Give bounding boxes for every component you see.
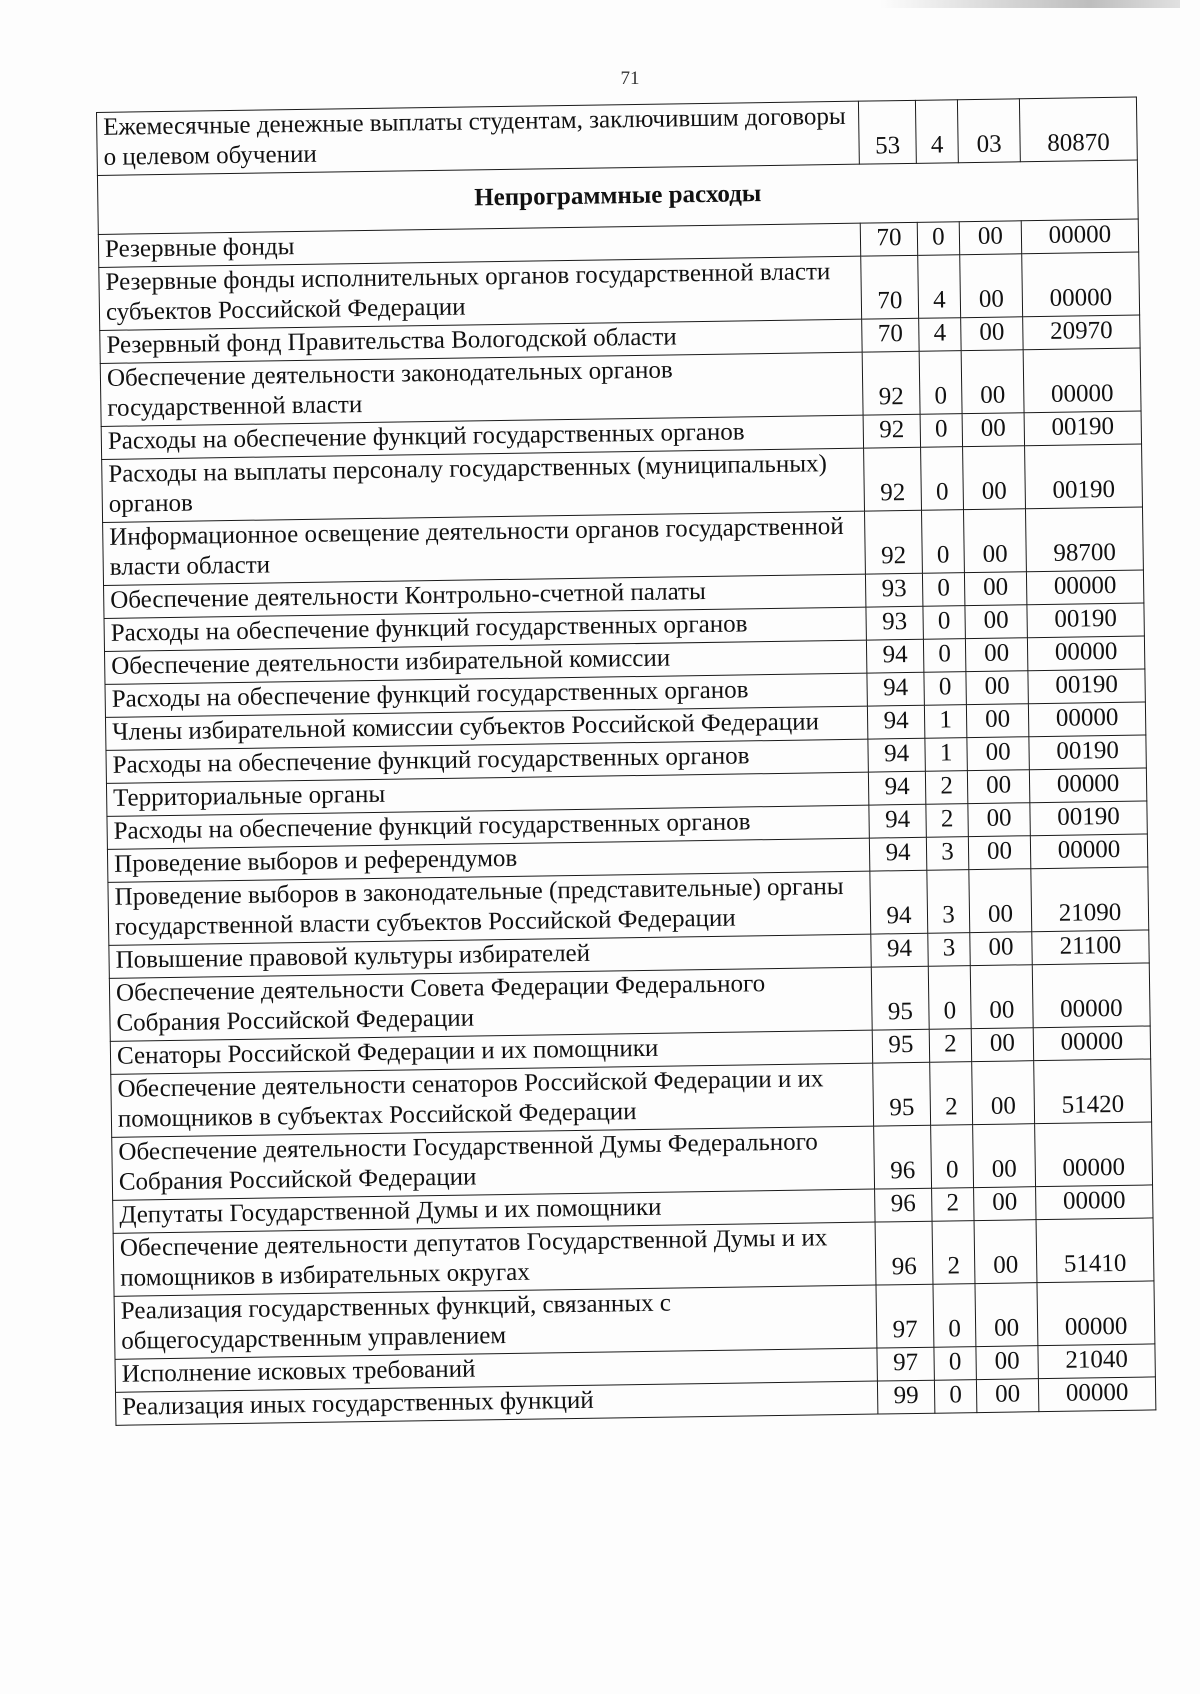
code-cell-1: 95 [871, 966, 929, 1030]
code-cell-2: 0 [921, 510, 964, 574]
code-cell-4: 98700 [1025, 507, 1143, 572]
code-cell-1: 94 [869, 804, 926, 838]
code-cell-4: 00190 [1029, 735, 1146, 770]
row-description: Реализация иных государственных функций [115, 1381, 877, 1425]
code-cell-3: 00 [971, 1028, 1033, 1062]
row-description: Депутаты Государственной Думы и их помощники [113, 1189, 875, 1233]
code-cell-4: 21100 [1032, 930, 1149, 965]
code-cell-3: 00 [974, 1220, 1037, 1284]
code-cell-2: 1 [924, 705, 966, 739]
code-cell-1: 97 [877, 1347, 934, 1381]
code-cell-2: 2 [932, 1221, 975, 1285]
code-cell-4: 00190 [1025, 444, 1143, 509]
code-cell-1: 70 [861, 255, 919, 319]
code-cell-4: 80870 [1019, 97, 1137, 162]
row-description: Резервный фонд Правительства Вологодской области [100, 319, 862, 363]
code-cell-4: 00000 [1035, 1122, 1153, 1187]
code-cell-2: 0 [921, 447, 964, 511]
row-description: Исполнение исковых требований [115, 1348, 877, 1392]
code-cell-3: 00 [966, 671, 1028, 705]
row-description: Проведение выборов и референдумов [107, 838, 869, 882]
code-cell-4: 00000 [1023, 348, 1141, 413]
row-description: Территориальные органы [106, 772, 868, 816]
section-title: Непрограммные расходы [97, 160, 1138, 234]
code-cell-3: 00 [965, 638, 1027, 672]
page-number: 71 [620, 68, 640, 89]
code-cell-3: 00 [962, 413, 1024, 447]
row-description: Обеспечение деятельности Совета Федерации Федерального Собрания Российской Федерации [109, 967, 872, 1041]
code-cell-1: 94 [871, 933, 928, 967]
code-cell-3: 00 [961, 317, 1023, 351]
row-description: Обеспечение деятельности Государственной Думы Федерального Собрания Российской Федерации [112, 1126, 875, 1200]
code-cell-2: 3 [926, 837, 968, 871]
row-description: Обеспечение деятельности избирательной комиссии [105, 640, 867, 684]
code-cell-4: 00190 [1028, 669, 1145, 704]
code-cell-3: 00 [966, 704, 1028, 738]
row-description: Обеспечение деятельности Контрольно-счетной палаты [104, 574, 866, 618]
row-description: Сенаторы Российской Федерации и их помощники [110, 1030, 872, 1074]
scan-artifact [880, 0, 1180, 8]
code-cell-1: 70 [862, 318, 919, 352]
code-cell-2: 3 [928, 933, 970, 967]
code-cell-4: 00000 [1022, 252, 1140, 317]
code-cell-2: 2 [930, 1062, 973, 1126]
row-description: Расходы на обеспечение функций государственных органов [107, 805, 869, 849]
code-cell-2: 2 [929, 1029, 971, 1063]
code-cell-3: 00 [965, 605, 1027, 639]
code-cell-4: 00000 [1021, 219, 1138, 254]
code-cell-4: 00000 [1030, 834, 1147, 869]
code-cell-2: 0 [917, 222, 959, 256]
code-cell-3: 00 [973, 1124, 1036, 1188]
code-cell-4: 00190 [1027, 603, 1144, 638]
row-description: Расходы на обеспечение функций государственных органов [106, 739, 868, 783]
code-cell-4: 00190 [1024, 411, 1141, 446]
code-cell-4: 51420 [1034, 1059, 1152, 1124]
code-cell-3: 00 [963, 509, 1026, 573]
code-cell-3: 03 [957, 99, 1020, 163]
row-description: Ежемесячные денежные выплаты студентам, заключившим договоры о целевом обучении [97, 101, 860, 175]
code-cell-1: 93 [866, 606, 923, 640]
code-cell-2: 0 [933, 1284, 976, 1348]
code-cell-4: 00000 [1029, 768, 1146, 803]
row-description: Расходы на обеспечение функций государственных органов [104, 607, 866, 651]
code-cell-2: 3 [927, 870, 970, 934]
table-body [97, 97, 1156, 1425]
code-cell-3: 00 [970, 965, 1033, 1029]
code-cell-1: 92 [865, 510, 923, 574]
code-cell-2: 2 [932, 1188, 974, 1222]
row-description: Повышение правовой культуры избирателей [109, 934, 871, 978]
row-description: Обеспечение деятельности законодательных органов государственной власти [100, 352, 863, 426]
code-cell-1: 95 [872, 1029, 929, 1063]
code-cell-2: 4 [919, 318, 961, 352]
code-cell-2: 0 [919, 351, 962, 415]
code-cell-1: 97 [876, 1284, 934, 1348]
code-cell-1: 94 [869, 837, 926, 871]
code-cell-2: 0 [928, 966, 971, 1030]
code-cell-2: 0 [922, 573, 964, 607]
code-cell-3: 00 [968, 836, 1030, 870]
row-description: Информационное освещение деятельности органов государственной власти области [103, 511, 866, 585]
code-cell-3: 00 [967, 770, 1029, 804]
code-cell-2: 0 [920, 414, 962, 448]
code-cell-3: 00 [959, 221, 1021, 255]
code-cell-1: 94 [870, 870, 928, 934]
code-cell-2: 0 [934, 1380, 976, 1414]
row-description: Обеспечение деятельности депутатов Государственной Думы и их помощников в избирательных округах [113, 1222, 876, 1296]
budget-classification-table [96, 97, 1156, 1426]
row-description: Обеспечение деятельности сенаторов Российской Федерации и их помощников в субъектах Российской Федерации [111, 1063, 874, 1137]
code-cell-1: 92 [864, 447, 922, 511]
code-cell-2: 0 [923, 606, 965, 640]
code-cell-4: 00000 [1032, 963, 1150, 1028]
code-cell-4: 00000 [1026, 570, 1143, 605]
code-cell-2: 4 [918, 255, 961, 319]
code-cell-1: 94 [866, 639, 923, 673]
row-description: Реализация государственных функций, связанных с общегосударственным управлением [114, 1285, 877, 1359]
code-cell-4: 00000 [1028, 702, 1145, 737]
code-cell-1: 92 [862, 351, 920, 415]
code-cell-3: 00 [968, 803, 1030, 837]
code-cell-1: 94 [867, 672, 924, 706]
row-description: Расходы на обеспечение функций государственных органов [105, 673, 867, 717]
code-cell-2: 0 [923, 639, 965, 673]
row-description: Расходы на выплаты персоналу государственных (муниципальных) органов [102, 448, 865, 522]
code-cell-3: 00 [970, 932, 1032, 966]
code-cell-3: 00 [976, 1379, 1038, 1413]
row-description: Резервные фонды исполнительных органов государственной власти субъектов Российской Федерации [99, 256, 862, 330]
code-cell-1: 96 [875, 1221, 933, 1285]
code-cell-4: 00000 [1027, 636, 1144, 671]
code-cell-4: 21040 [1038, 1344, 1155, 1379]
code-cell-3: 00 [975, 1283, 1038, 1347]
code-cell-2: 0 [934, 1347, 976, 1381]
code-cell-3: 00 [960, 254, 1023, 318]
code-cell-4: 21090 [1031, 867, 1149, 932]
code-cell-1: 70 [860, 222, 917, 256]
code-cell-3: 00 [961, 350, 1024, 414]
code-cell-1: 94 [868, 738, 925, 772]
code-cell-3: 00 [976, 1346, 1038, 1380]
code-cell-4: 00190 [1030, 801, 1147, 836]
code-cell-3: 00 [974, 1187, 1036, 1221]
code-cell-4: 51410 [1036, 1218, 1154, 1283]
code-cell-2: 0 [924, 672, 966, 706]
code-cell-3: 00 [969, 869, 1032, 933]
code-cell-1: 95 [873, 1062, 931, 1126]
code-cell-4: 00000 [1037, 1281, 1155, 1346]
code-cell-4: 00000 [1033, 1026, 1150, 1061]
code-cell-1: 93 [865, 573, 922, 607]
code-cell-2: 1 [925, 738, 967, 772]
code-cell-4: 20970 [1023, 315, 1140, 350]
code-cell-1: 99 [877, 1380, 934, 1414]
row-description: Расходы на обеспечение функций государственных органов [101, 415, 863, 459]
code-cell-2: 0 [931, 1125, 974, 1189]
code-cell-1: 94 [867, 705, 924, 739]
row-description: Проведение выборов в законодательные (представительные) органы государственной власти субъектов Российской Федерации [108, 871, 871, 945]
code-cell-2: 2 [926, 804, 968, 838]
code-cell-1: 53 [858, 100, 916, 164]
code-cell-1: 96 [874, 1125, 932, 1189]
code-cell-3: 00 [972, 1061, 1035, 1125]
code-cell-2: 4 [915, 100, 958, 164]
code-cell-3: 00 [963, 446, 1026, 510]
code-cell-1: 92 [863, 414, 920, 448]
code-cell-1: 96 [875, 1188, 932, 1222]
code-cell-4: 00000 [1036, 1185, 1153, 1220]
code-cell-4: 00000 [1038, 1377, 1155, 1412]
code-cell-1: 94 [868, 771, 925, 805]
row-description: Резервные фонды [98, 223, 860, 267]
code-cell-3: 00 [967, 737, 1029, 771]
row-description: Члены избирательной комиссии субъектов Российской Федерации [105, 706, 867, 750]
code-cell-3: 00 [964, 572, 1026, 606]
code-cell-2: 2 [925, 771, 967, 805]
